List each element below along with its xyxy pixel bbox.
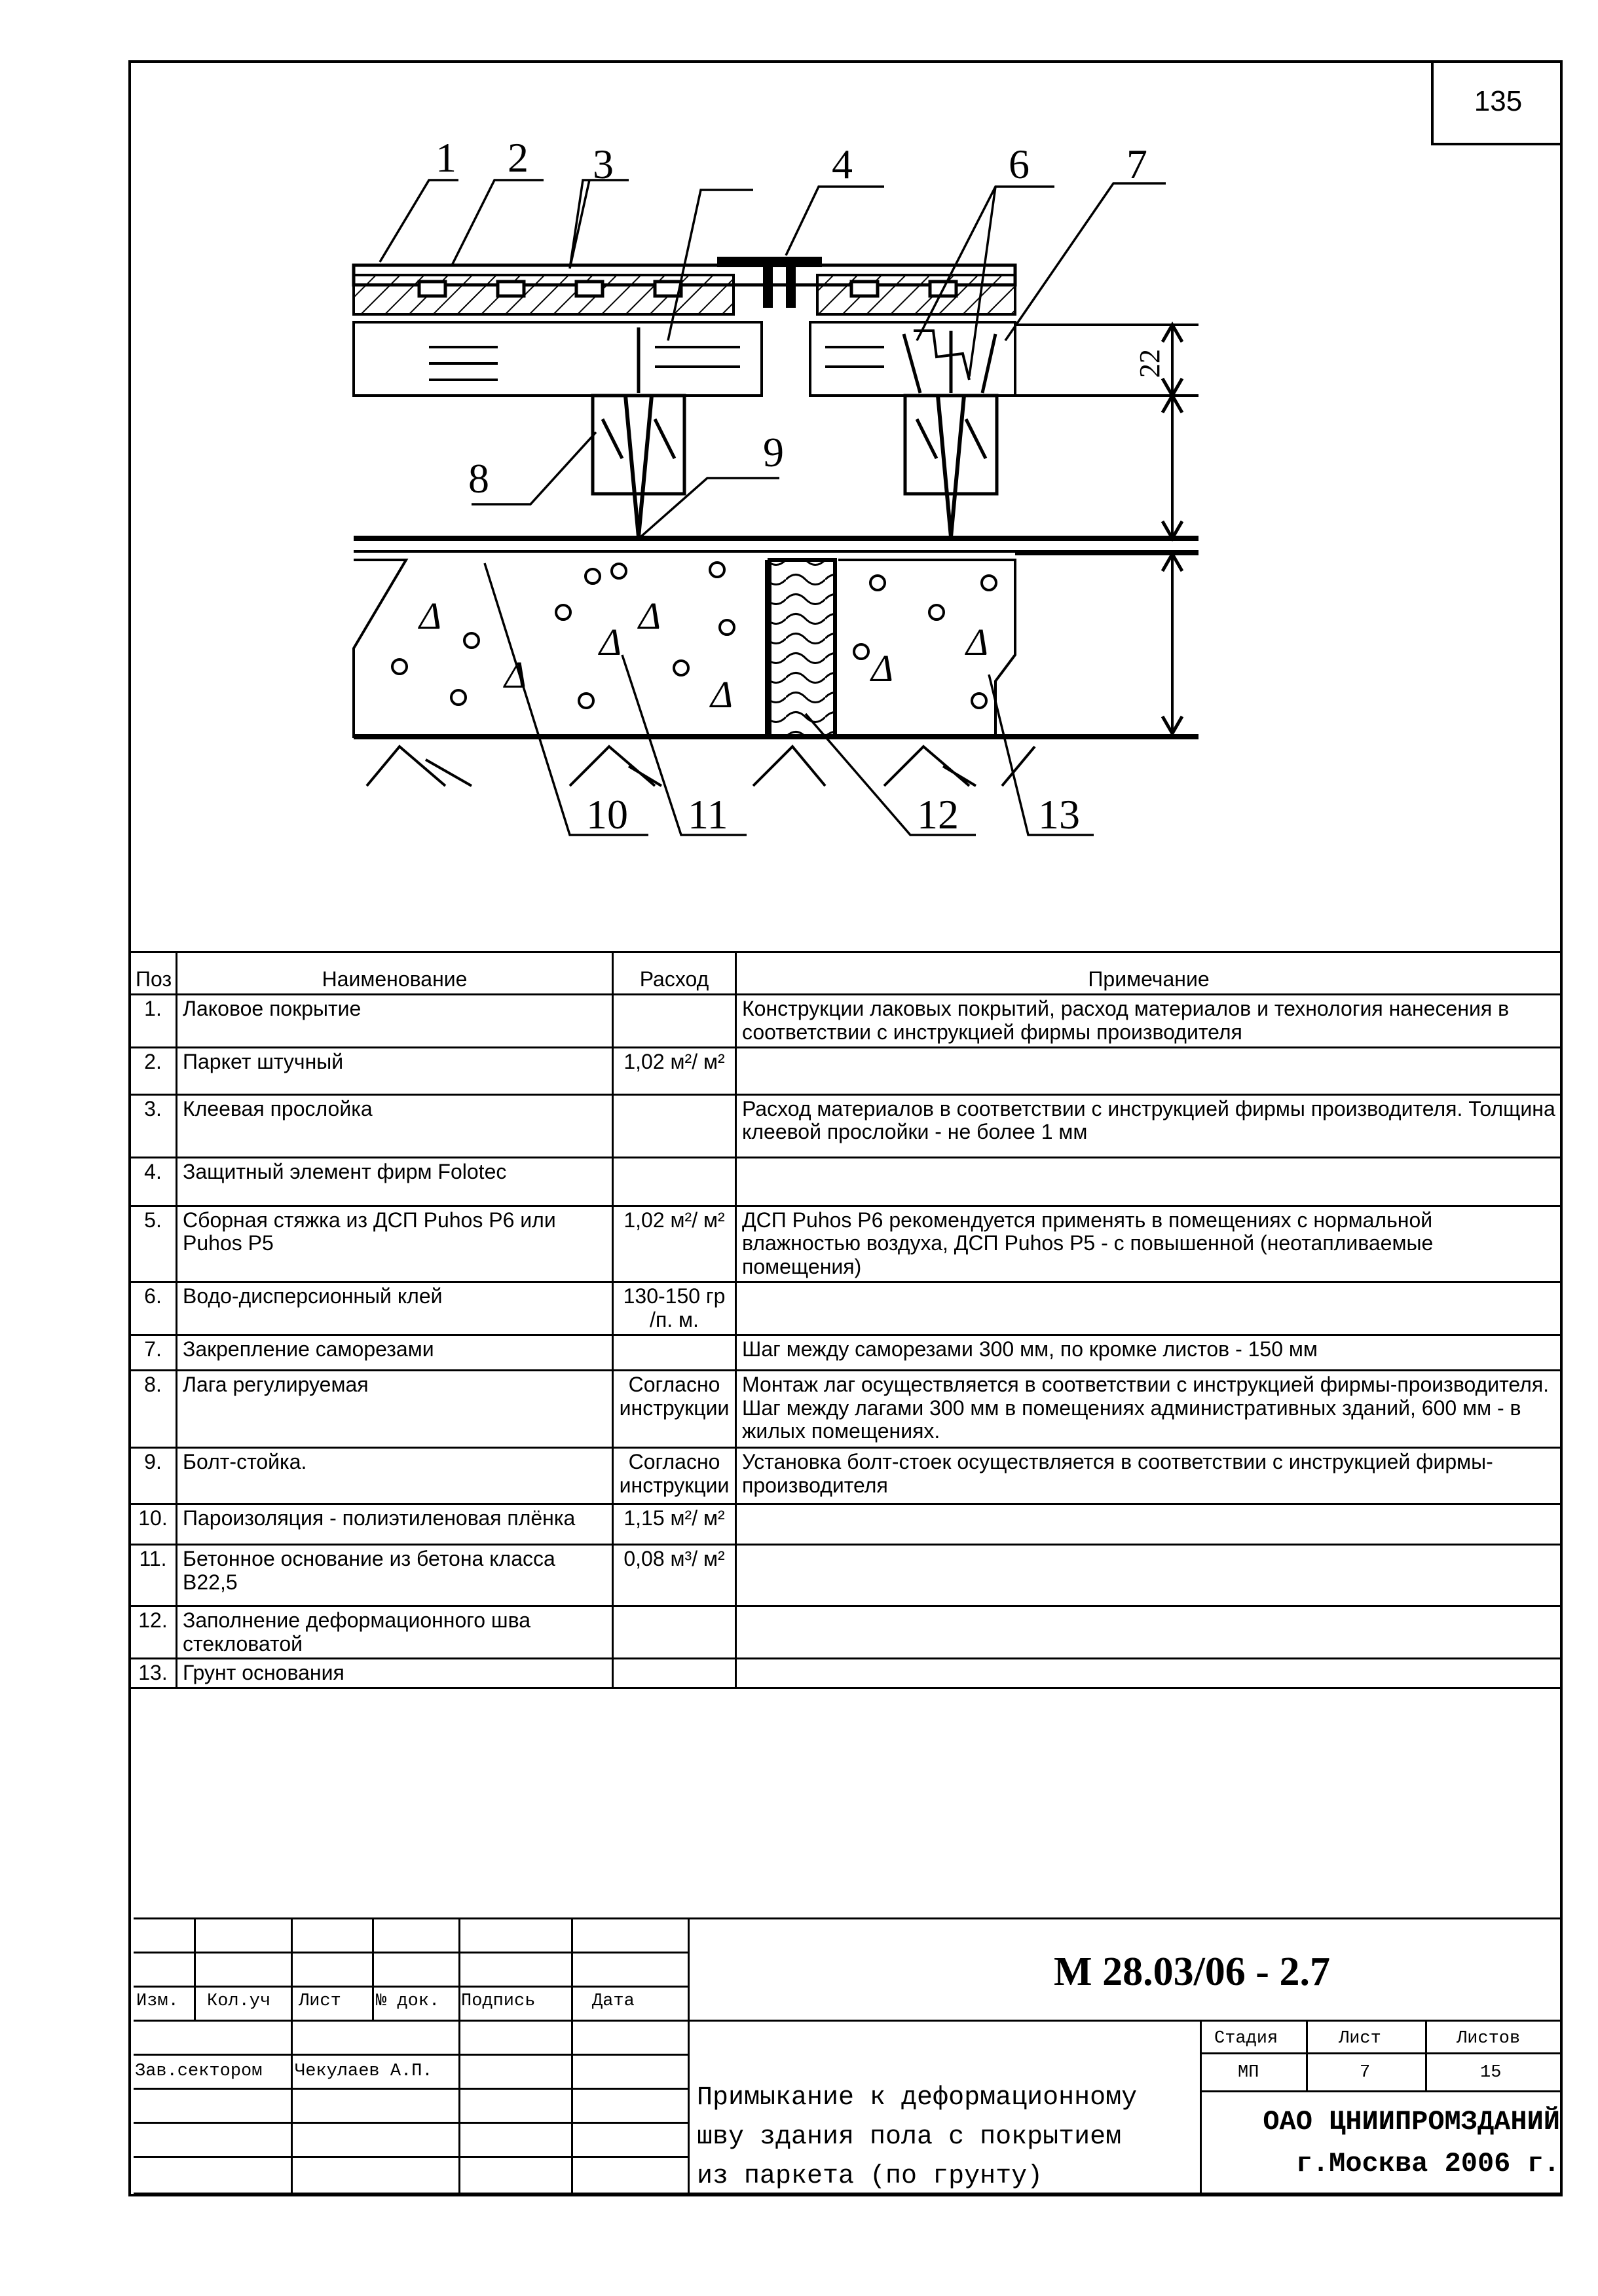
adjustable-joists <box>593 327 997 537</box>
table-row <box>130 1659 1562 1688</box>
row-name: Бетонное основание из бетона класса В22,5 <box>177 1544 613 1606</box>
row-note: ДСП Puhos P6 рекомендуется применять в помещениях с нормальной влажностью воздуха, ДСП Puhos P5 - с повышенной (неотапливаемые помещения) <box>736 1206 1562 1282</box>
col-header-qty: Кол.уч <box>207 1991 271 2011</box>
col-header-rev: Изм. <box>136 1991 179 2011</box>
row-name: Клеевая прослойка <box>177 1094 613 1157</box>
row-name: Лага регулируемая <box>177 1370 613 1447</box>
table-row <box>130 1544 1562 1606</box>
table-row <box>130 1047 1562 1094</box>
col-header-sheet: Лист <box>299 1991 341 2011</box>
row-consumption <box>613 1659 736 1688</box>
sheets-value: 15 <box>1480 2063 1502 2083</box>
glass-wool-joint <box>770 560 835 737</box>
row-pos: 13. <box>130 1659 177 1688</box>
col-header-date: Дата <box>592 1991 635 2011</box>
callout-9: 9 <box>763 429 784 475</box>
table-row <box>130 1504 1562 1544</box>
table-row <box>130 1094 1562 1157</box>
header-note: Примечание <box>736 952 1562 995</box>
row-note: Конструкции лаковых покрытий, расход материалов и технология нанесения в соответствии с инструкцией фирмы производителя <box>736 995 1562 1048</box>
table-row <box>130 1447 1562 1504</box>
row-pos: 12. <box>130 1606 177 1659</box>
row-pos: 11. <box>130 1544 177 1606</box>
svg-text:Δ: Δ <box>504 654 527 696</box>
title-line: Примыкание к деформационному <box>697 2083 1138 2113</box>
organization-name: ОАО ЦНИИПРОМЗДАНИЙ <box>1263 2106 1560 2138</box>
row-name: Заполнение деформационного шва стекловатой <box>177 1606 613 1659</box>
callout-2: 2 <box>508 134 529 181</box>
row-pos: 4. <box>130 1157 177 1206</box>
floor-section-drawing <box>0 0 1598 943</box>
callout-12: 12 <box>917 791 959 838</box>
row-note <box>736 1504 1562 1544</box>
row-consumption: Согласно инструкции <box>613 1370 736 1447</box>
row-name: Пароизоляция - полиэтиленовая плёнка <box>177 1504 613 1544</box>
document-code: М 28.03/06 - 2.7 <box>1054 1950 1330 1994</box>
row-consumption: 0,08 м³/ м² <box>613 1544 736 1606</box>
row-pos: 7. <box>130 1335 177 1370</box>
row-note: Установка болт-стоек осуществляется в соответствии с инструкцией фирмы-производителя <box>736 1447 1562 1504</box>
svg-text:Δ: Δ <box>711 673 734 716</box>
parquet-layer <box>354 265 1015 314</box>
callout-10: 10 <box>586 791 628 838</box>
row-name: Закрепление саморезами <box>177 1335 613 1370</box>
row-name: Сборная стяжка из ДСП Puhos P6 или Puhos P5 <box>177 1206 613 1282</box>
sheets-label: Листов <box>1457 2029 1521 2048</box>
row-name: Болт-стойка. <box>177 1447 613 1504</box>
row-pos: 2. <box>130 1047 177 1094</box>
row-consumption: 1,15 м²/ м² <box>613 1504 736 1544</box>
row-consumption <box>613 1606 736 1659</box>
table-row <box>130 995 1562 1048</box>
svg-text:Δ: Δ <box>871 647 894 690</box>
title-line: шву здания пола с покрытием <box>697 2122 1122 2152</box>
row-pos: 9. <box>130 1447 177 1504</box>
header-pos: Поз <box>130 952 177 995</box>
row-note <box>736 1157 1562 1206</box>
table-header-row <box>130 952 1562 995</box>
sheet-label: Лист <box>1339 2029 1381 2048</box>
row-pos: 6. <box>130 1282 177 1335</box>
title-block <box>134 1917 1563 2196</box>
callout-6: 6 <box>1009 141 1030 187</box>
row-consumption <box>613 1335 736 1370</box>
row-pos: 3. <box>130 1094 177 1157</box>
table-row <box>130 1206 1562 1282</box>
organization-city-year: г.Москва 2006 г. <box>1295 2148 1560 2179</box>
row-consumption <box>613 995 736 1048</box>
callout-8: 8 <box>468 455 489 502</box>
row-consumption: 1,02 м²/ м² <box>613 1047 736 1094</box>
svg-text:Δ: Δ <box>966 621 989 663</box>
stage-label: Стадия <box>1214 2029 1278 2048</box>
row-note: Расход материалов в соответствии с инструкцией фирмы производителя. Толщина клеевой прослойки - не более 1 мм <box>736 1094 1562 1157</box>
table-row <box>130 1370 1562 1447</box>
title-line: из паркета (по грунту) <box>697 2162 1043 2191</box>
row-note <box>736 1606 1562 1659</box>
row-note <box>736 1544 1562 1606</box>
row-pos: 1. <box>130 995 177 1048</box>
callout-7: 7 <box>1126 141 1147 187</box>
person-name: Чекулаев А.П. <box>295 2062 433 2081</box>
row-name: Лаковое покрытие <box>177 995 613 1048</box>
col-header-signature: Подпись <box>461 1991 536 2011</box>
vapour-barrier <box>354 538 1198 551</box>
svg-text:Δ: Δ <box>419 595 442 637</box>
row-note <box>736 1282 1562 1335</box>
chipboard-screed <box>354 322 1015 396</box>
specification-table <box>128 951 1563 1689</box>
row-consumption: 1,02 м²/ м² <box>613 1206 736 1282</box>
table-row <box>130 1335 1562 1370</box>
header-consumption: Расход <box>613 952 736 995</box>
dimension-22-label: 22 <box>1134 349 1166 378</box>
row-note <box>736 1047 1562 1094</box>
callout-4: 4 <box>832 141 853 187</box>
soil-base <box>367 747 1035 786</box>
row-consumption: 130-150 гр /п. м. <box>613 1282 736 1335</box>
row-consumption <box>613 1094 736 1157</box>
row-name: Паркет штучный <box>177 1047 613 1094</box>
stage-value: МП <box>1238 2063 1259 2083</box>
dimension-lines <box>1015 325 1198 733</box>
row-pos: 8. <box>130 1370 177 1447</box>
callout-1: 1 <box>436 134 456 181</box>
row-note <box>736 1659 1562 1688</box>
role-label: Зав.сектором <box>135 2062 263 2081</box>
sheet-value: 7 <box>1360 2063 1371 2083</box>
col-header-doc-no: № док. <box>376 1991 440 2011</box>
row-name: Защитный элемент фирм Folotec <box>177 1157 613 1206</box>
row-name: Грунт основания <box>177 1659 613 1688</box>
callout-13: 13 <box>1038 791 1080 838</box>
callout-3: 3 <box>593 141 614 187</box>
callout-11: 11 <box>688 791 728 838</box>
row-consumption <box>613 1157 736 1206</box>
row-note: Монтаж лаг осуществляется в соответствии с инструкцией фирмы-производителя. Шаг между лагами 300 мм в помещениях административных зданий, 600 мм - в жилых помещениях. <box>736 1370 1562 1447</box>
table-row <box>130 1157 1562 1206</box>
row-pos: 5. <box>130 1206 177 1282</box>
svg-text:Δ: Δ <box>639 595 661 637</box>
sheet-number: 135 <box>1431 60 1563 145</box>
row-name: Водо-дисперсионный клей <box>177 1282 613 1335</box>
row-note: Шаг между саморезами 300 мм, по кромке листов - 150 мм <box>736 1335 1562 1370</box>
svg-text:Δ: Δ <box>599 621 622 663</box>
row-pos: 10. <box>130 1504 177 1544</box>
organization <box>1200 2101 1563 2185</box>
table-row <box>130 1606 1562 1659</box>
row-consumption: Согласно инструкции <box>613 1447 736 1504</box>
table-row <box>130 1282 1562 1335</box>
header-name: Наименование <box>177 952 613 995</box>
